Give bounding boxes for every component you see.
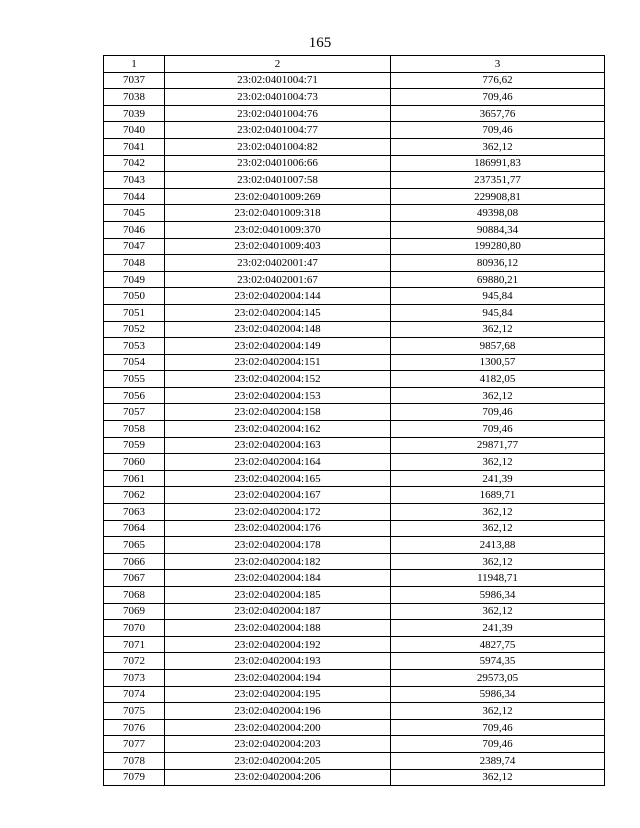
value-cell: 362,12: [391, 520, 605, 537]
column-header-3: 3: [391, 56, 605, 73]
row-number-cell: 7041: [104, 138, 165, 155]
row-number-cell: 7058: [104, 421, 165, 438]
cadastral-number-cell: 23:02:0402004:151: [165, 354, 391, 371]
cadastral-number-cell: 23:02:0402004:200: [165, 719, 391, 736]
cadastral-number-cell: 23:02:0402004:149: [165, 338, 391, 355]
row-number-cell: 7057: [104, 404, 165, 421]
row-number-cell: 7044: [104, 188, 165, 205]
table-row: [104, 271, 605, 288]
value-cell: 2413,88: [391, 537, 605, 554]
table-row: [104, 138, 605, 155]
value-cell: 5986,34: [391, 686, 605, 703]
value-cell: 237351,77: [391, 172, 605, 189]
table-row: [104, 387, 605, 404]
table-row: [104, 105, 605, 122]
table-row: [104, 72, 605, 89]
cadastral-number-cell: 23:02:0401009:269: [165, 188, 391, 205]
cadastral-number-cell: 23:02:0402004:176: [165, 520, 391, 537]
cadastral-number-cell: 23:02:0402004:144: [165, 288, 391, 305]
cadastral-number-cell: 23:02:0401009:403: [165, 238, 391, 255]
table-row: [104, 686, 605, 703]
table-row: [104, 537, 605, 554]
value-cell: 186991,83: [391, 155, 605, 172]
cadastral-number-cell: 23:02:0402004:178: [165, 537, 391, 554]
value-cell: 5974,35: [391, 653, 605, 670]
value-cell: 4827,75: [391, 636, 605, 653]
value-cell: 11948,71: [391, 570, 605, 587]
row-number-cell: 7051: [104, 304, 165, 321]
value-cell: 362,12: [391, 454, 605, 471]
cadastral-number-cell: 23:02:0402004:152: [165, 371, 391, 388]
value-cell: 362,12: [391, 387, 605, 404]
page-number: 165: [308, 35, 332, 51]
value-cell: 3657,76: [391, 105, 605, 122]
table-body: [104, 72, 605, 786]
table-row: [104, 636, 605, 653]
row-number-cell: 7069: [104, 603, 165, 620]
row-number-cell: 7065: [104, 537, 165, 554]
cadastral-number-cell: 23:02:0401007:58: [165, 172, 391, 189]
row-number-cell: 7042: [104, 155, 165, 172]
value-cell: 90884,34: [391, 221, 605, 238]
value-cell: 2389,74: [391, 752, 605, 769]
cadastral-number-cell: 23:02:0402004:162: [165, 421, 391, 438]
cadastral-number-cell: 23:02:0401004:71: [165, 72, 391, 89]
row-number-cell: 7047: [104, 238, 165, 255]
row-number-cell: 7063: [104, 504, 165, 521]
value-cell: 1300,57: [391, 354, 605, 371]
value-cell: 4182,05: [391, 371, 605, 388]
row-number-cell: 7067: [104, 570, 165, 587]
row-number-cell: 7062: [104, 487, 165, 504]
cadastral-number-cell: 23:02:0402004:195: [165, 686, 391, 703]
table-row: [104, 703, 605, 720]
cadastral-number-cell: 23:02:0402004:188: [165, 620, 391, 637]
cadastral-table: [103, 55, 605, 786]
row-number-cell: 7075: [104, 703, 165, 720]
table-row: [104, 520, 605, 537]
value-cell: 945,84: [391, 304, 605, 321]
value-cell: 229908,81: [391, 188, 605, 205]
value-cell: 945,84: [391, 288, 605, 305]
row-number-cell: 7060: [104, 454, 165, 471]
table-row: [104, 172, 605, 189]
table-row: [104, 719, 605, 736]
row-number-cell: 7038: [104, 89, 165, 106]
row-number-cell: 7072: [104, 653, 165, 670]
value-cell: 362,12: [391, 553, 605, 570]
table-row: [104, 255, 605, 272]
row-number-cell: 7055: [104, 371, 165, 388]
table-row: [104, 470, 605, 487]
cadastral-number-cell: 23:02:0402004:148: [165, 321, 391, 338]
cadastral-number-cell: 23:02:0402004:187: [165, 603, 391, 620]
row-number-cell: 7078: [104, 752, 165, 769]
row-number-cell: 7045: [104, 205, 165, 222]
cadastral-number-cell: 23:02:0402001:67: [165, 271, 391, 288]
row-number-cell: 7077: [104, 736, 165, 753]
table-row: [104, 371, 605, 388]
table-row: [104, 304, 605, 321]
cadastral-number-cell: 23:02:0401004:82: [165, 138, 391, 155]
table-row: [104, 288, 605, 305]
cadastral-number-cell: 23:02:0402004:153: [165, 387, 391, 404]
row-number-cell: 7052: [104, 321, 165, 338]
cadastral-number-cell: 23:02:0402004:164: [165, 454, 391, 471]
cadastral-number-cell: 23:02:0402004:182: [165, 553, 391, 570]
row-number-cell: 7076: [104, 719, 165, 736]
cadastral-number-cell: 23:02:0402004:196: [165, 703, 391, 720]
row-number-cell: 7059: [104, 437, 165, 454]
table-row: [104, 736, 605, 753]
value-cell: 776,62: [391, 72, 605, 89]
table-row: [104, 238, 605, 255]
value-cell: 29871,77: [391, 437, 605, 454]
cadastral-number-cell: 23:02:0402004:203: [165, 736, 391, 753]
table-row: [104, 454, 605, 471]
value-cell: 80936,12: [391, 255, 605, 272]
table-row: [104, 603, 605, 620]
cadastral-number-cell: 23:02:0401004:77: [165, 122, 391, 139]
table-row: [104, 437, 605, 454]
row-number-cell: 7046: [104, 221, 165, 238]
row-number-cell: 7048: [104, 255, 165, 272]
row-number-cell: 7071: [104, 636, 165, 653]
table-row: [104, 122, 605, 139]
value-cell: 199280,80: [391, 238, 605, 255]
table-row: [104, 653, 605, 670]
table-row: [104, 570, 605, 587]
cadastral-number-cell: 23:02:0402004:145: [165, 304, 391, 321]
cadastral-number-cell: 23:02:0401009:318: [165, 205, 391, 222]
value-cell: 29573,05: [391, 669, 605, 686]
value-cell: 362,12: [391, 138, 605, 155]
row-number-cell: 7043: [104, 172, 165, 189]
table-row: [104, 487, 605, 504]
value-cell: 709,46: [391, 122, 605, 139]
table-row: [104, 404, 605, 421]
cadastral-number-cell: 23:02:0402004:167: [165, 487, 391, 504]
value-cell: 362,12: [391, 769, 605, 786]
row-number-cell: 7037: [104, 72, 165, 89]
cadastral-number-cell: 23:02:0402004:193: [165, 653, 391, 670]
cadastral-number-cell: 23:02:0401006:66: [165, 155, 391, 172]
cadastral-number-cell: 23:02:0402004:158: [165, 404, 391, 421]
cadastral-number-cell: 23:02:0402004:172: [165, 504, 391, 521]
value-cell: 362,12: [391, 603, 605, 620]
table-header-row: [104, 56, 605, 73]
cadastral-number-cell: 23:02:0402004:185: [165, 587, 391, 604]
table-row: [104, 504, 605, 521]
cadastral-number-cell: 23:02:0401009:370: [165, 221, 391, 238]
cadastral-number-cell: 23:02:0402004:205: [165, 752, 391, 769]
row-number-cell: 7056: [104, 387, 165, 404]
column-header-2: 2: [165, 56, 391, 73]
row-number-cell: 7054: [104, 354, 165, 371]
value-cell: 49398,08: [391, 205, 605, 222]
value-cell: 241,39: [391, 470, 605, 487]
cadastral-number-cell: 23:02:0402004:192: [165, 636, 391, 653]
value-cell: 5986,34: [391, 587, 605, 604]
row-number-cell: 7050: [104, 288, 165, 305]
cadastral-number-cell: 23:02:0402004:163: [165, 437, 391, 454]
value-cell: 709,46: [391, 421, 605, 438]
row-number-cell: 7039: [104, 105, 165, 122]
row-number-cell: 7066: [104, 553, 165, 570]
table-row: [104, 587, 605, 604]
value-cell: 709,46: [391, 719, 605, 736]
cadastral-number-cell: 23:02:0402004:206: [165, 769, 391, 786]
value-cell: 241,39: [391, 620, 605, 637]
row-number-cell: 7064: [104, 520, 165, 537]
table-row: [104, 553, 605, 570]
cadastral-number-cell: 23:02:0402001:47: [165, 255, 391, 272]
table-row: [104, 188, 605, 205]
table-row: [104, 354, 605, 371]
table-row: [104, 769, 605, 786]
column-header-1: 1: [104, 56, 165, 73]
row-number-cell: 7079: [104, 769, 165, 786]
table-row: [104, 221, 605, 238]
row-number-cell: 7049: [104, 271, 165, 288]
row-number-cell: 7073: [104, 669, 165, 686]
table-row: [104, 321, 605, 338]
value-cell: 9857,68: [391, 338, 605, 355]
cadastral-number-cell: 23:02:0402004:184: [165, 570, 391, 587]
table-row: [104, 155, 605, 172]
value-cell: 709,46: [391, 89, 605, 106]
table-row: [104, 338, 605, 355]
table-row: [104, 669, 605, 686]
value-cell: 362,12: [391, 703, 605, 720]
value-cell: 362,12: [391, 504, 605, 521]
value-cell: 709,46: [391, 736, 605, 753]
cadastral-number-cell: 23:02:0402004:165: [165, 470, 391, 487]
row-number-cell: 7053: [104, 338, 165, 355]
table-row: [104, 421, 605, 438]
table-row: [104, 752, 605, 769]
cadastral-number-cell: 23:02:0402004:194: [165, 669, 391, 686]
cadastral-number-cell: 23:02:0401004:76: [165, 105, 391, 122]
value-cell: 709,46: [391, 404, 605, 421]
value-cell: 362,12: [391, 321, 605, 338]
table-row: [104, 89, 605, 106]
table-row: [104, 620, 605, 637]
row-number-cell: 7040: [104, 122, 165, 139]
row-number-cell: 7068: [104, 587, 165, 604]
row-number-cell: 7074: [104, 686, 165, 703]
cadastral-number-cell: 23:02:0401004:73: [165, 89, 391, 106]
row-number-cell: 7061: [104, 470, 165, 487]
table-row: [104, 205, 605, 222]
value-cell: 1689,71: [391, 487, 605, 504]
value-cell: 69880,21: [391, 271, 605, 288]
row-number-cell: 7070: [104, 620, 165, 637]
